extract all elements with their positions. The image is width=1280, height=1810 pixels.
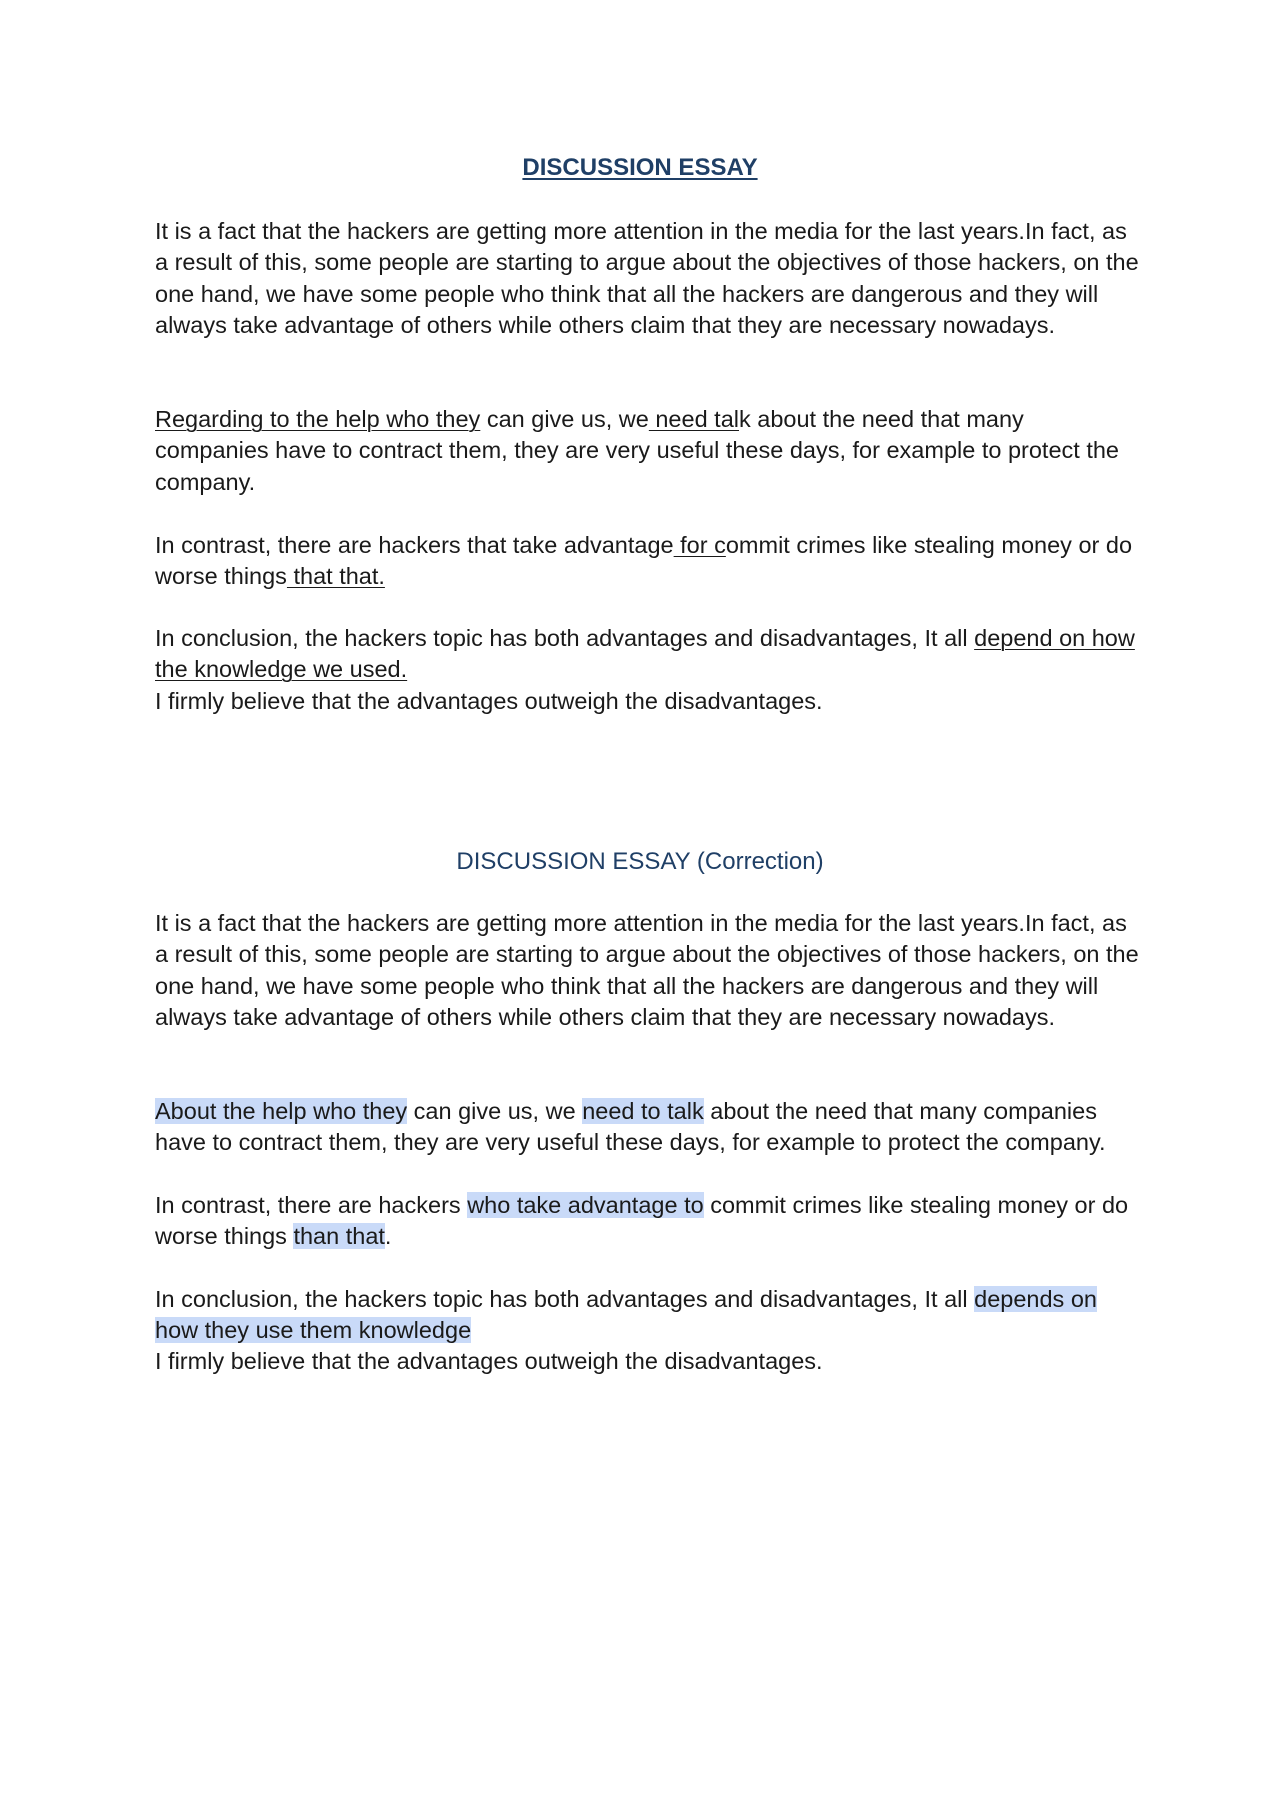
error-underline: depend on how the knowledge we used. <box>155 625 1135 683</box>
paragraph-text: ommit crimes like stealing money or do worse things <box>155 532 1133 590</box>
paragraph-text: I firmly believe that the advantages outweigh the disadvantages. <box>155 688 823 714</box>
paragraph-text: k about the need that many companies have to contract them, they are very useful these days, for example to protect the company. <box>155 406 1120 495</box>
paragraph-text: I firmly believe that the advantages outweigh the disadvantages. <box>155 1348 823 1374</box>
paragraph-text: In conclusion, the hackers topic has both advantages and disadvantages, It all <box>155 625 975 651</box>
correction-highlight: who take advantage to <box>467 1192 704 1218</box>
correction-title: DISCUSSION ESSAY (Correction) <box>456 848 824 875</box>
correction-highlight: than that <box>293 1223 385 1250</box>
correction-highlight: need to talk <box>582 1098 704 1124</box>
correction-paragraph-3 <box>155 1190 1140 1253</box>
essay-paragraph-closing <box>155 686 1140 717</box>
paragraph-text: It is a fact that the hackers are getting more attention in the media for the last years.In fact, as a result of this, some people are starting to argue about the objectives of those hackers, on the one hand, we have some people who think that all the hackers are dangerous and they will always take advantage of others while others claim that they are necessary nowadays. <box>155 910 1139 1030</box>
paragraph-text: It is a fact that the hackers are getting more attention in the media for the last years.In fact, as a result of this, some people are starting to argue about the objectives of those hackers, on the one hand, we have some people who think that all the hackers are dangerous and they will always take advantage of others while others claim that they are necessary nowadays. <box>155 218 1139 338</box>
paragraph-text: In contrast, there are hackers that take advantage <box>155 532 674 558</box>
paragraph-text: . <box>384 1223 392 1250</box>
error-underline: that that. <box>286 563 385 590</box>
correction-highlight: About the help who they <box>155 1098 408 1124</box>
essay-paragraph-3 <box>155 530 1140 593</box>
error-underline: Regarding to the help who they <box>155 406 481 432</box>
paragraph-text: In contrast, there are hackers <box>155 1192 468 1218</box>
correction-paragraph-closing <box>155 1346 1140 1377</box>
correction-highlight: depends on how they use them knowledge <box>155 1286 1097 1344</box>
error-underline: for c <box>673 532 726 558</box>
error-underline: need tal <box>648 406 739 432</box>
correction-paragraph-2 <box>155 1096 1145 1159</box>
paragraph-text: In conclusion, the hackers topic has both advantages and disadvantages, It all <box>155 1286 975 1312</box>
correction-paragraph-intro <box>155 908 1140 1033</box>
essay-paragraph-conclusion <box>155 623 1140 686</box>
correction-paragraph-conclusion <box>155 1284 1145 1347</box>
essay-paragraph-intro <box>155 216 1140 341</box>
essay-paragraph-2 <box>155 404 1140 498</box>
paragraph-text: can give us, we <box>480 406 649 432</box>
paragraph-text: can give us, we <box>407 1098 583 1124</box>
essay-title: DISCUSSION ESSAY <box>522 154 758 181</box>
paragraph-text: about the need that many companies have to contract them, they are very useful these days, for example to protect the company. <box>155 1098 1106 1156</box>
paragraph-text: commit crimes like stealing money or do worse things <box>155 1192 1129 1250</box>
